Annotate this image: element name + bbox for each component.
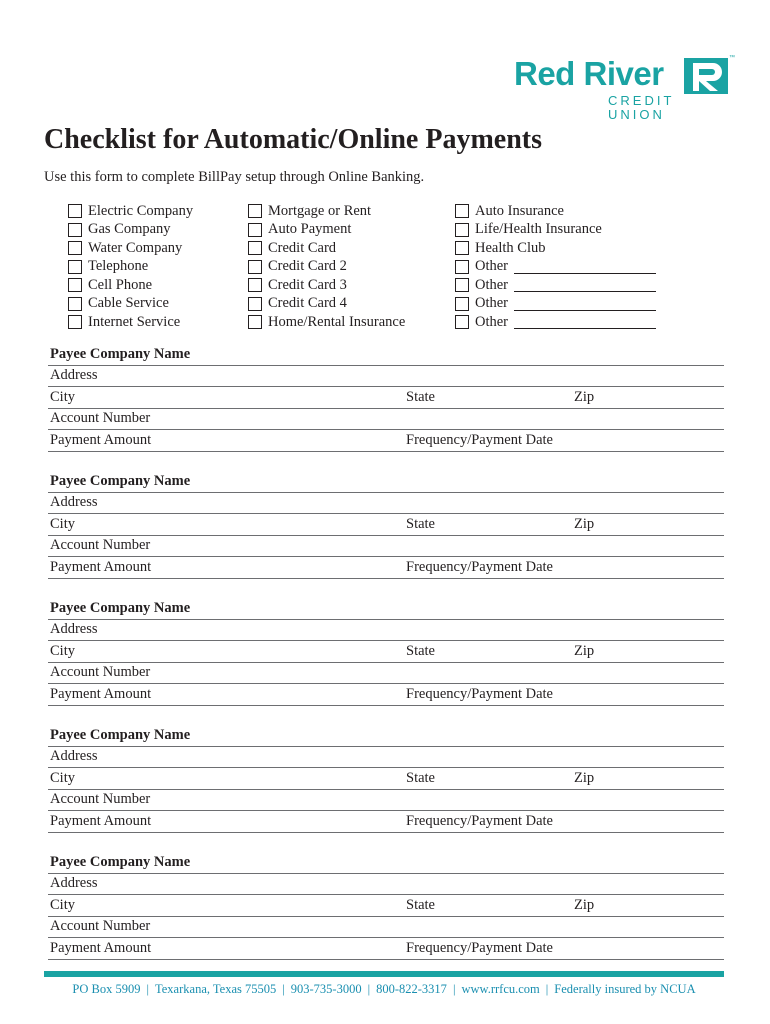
checklist-item-label: Life/Health Insurance xyxy=(475,221,602,238)
footer-city: Texarkana, Texas 75505 xyxy=(155,982,277,996)
checklist-item-label: Water Company xyxy=(88,239,183,256)
city-label: City xyxy=(50,515,75,532)
frequency-payment-date-label: Frequency/Payment Date xyxy=(406,558,553,575)
checklist-item-label: Health Club xyxy=(475,239,546,256)
other-fill-line[interactable] xyxy=(514,297,656,311)
checklist-item xyxy=(248,221,405,240)
account-number-label: Account Number xyxy=(50,537,151,553)
checklist-item-label: Credit Card xyxy=(268,239,337,256)
payee-field-row[interactable] xyxy=(48,492,724,515)
payee-field-row[interactable] xyxy=(48,513,724,536)
city-label: City xyxy=(50,769,75,786)
checklist-item xyxy=(248,202,405,221)
state-label: State xyxy=(406,515,435,532)
payee-field-row[interactable] xyxy=(48,556,724,579)
footer-po-box: PO Box 5909 xyxy=(72,982,141,996)
checkbox[interactable] xyxy=(248,260,262,274)
payment-amount-label: Payment Amount xyxy=(50,939,152,956)
state-label: State xyxy=(406,896,435,913)
footer-divider xyxy=(44,971,724,977)
frequency-payment-date-label: Frequency/Payment Date xyxy=(406,812,553,829)
credit-union-logo xyxy=(510,52,735,122)
checklist-item xyxy=(248,239,405,258)
checklist-column-2 xyxy=(248,202,405,332)
address-label: Address xyxy=(50,875,98,891)
footer-separator: | xyxy=(452,982,456,996)
address-label: Address xyxy=(50,494,98,510)
checklist-item xyxy=(68,276,193,295)
logo-wordmark: Red River xyxy=(514,55,664,92)
payee-block xyxy=(48,343,724,451)
checkbox[interactable] xyxy=(68,204,82,218)
checkbox[interactable] xyxy=(455,315,469,329)
checklist-item xyxy=(455,221,656,240)
zip-label: Zip xyxy=(574,515,595,532)
payee-field-row[interactable] xyxy=(48,470,724,493)
footer-separator: | xyxy=(545,982,549,996)
state-label: State xyxy=(406,388,435,405)
payment-amount-label: Payment Amount xyxy=(50,558,152,575)
payee-field-row[interactable] xyxy=(48,937,724,960)
address-label: Address xyxy=(50,621,98,637)
payee-company-name-label: Payee Company Name xyxy=(50,726,191,743)
city-label: City xyxy=(50,388,75,405)
payee-field-row[interactable] xyxy=(48,746,724,769)
checklist-item xyxy=(248,295,405,314)
checklist-item-label: Electric Company xyxy=(88,202,194,219)
payee-field-row[interactable] xyxy=(48,640,724,663)
payee-field-row[interactable] xyxy=(48,724,724,747)
checklist-item xyxy=(248,276,405,295)
logo-tagline: CREDIT UNION xyxy=(608,93,675,122)
payee-field-row[interactable] xyxy=(48,597,724,620)
payee-field-row[interactable] xyxy=(48,429,724,452)
address-label: Address xyxy=(50,367,98,383)
checkbox[interactable] xyxy=(68,278,82,292)
checkbox[interactable] xyxy=(68,223,82,237)
footer-insured: Federally insured by NCUA xyxy=(554,982,696,996)
checkbox[interactable] xyxy=(455,278,469,292)
checklist-item xyxy=(455,276,656,295)
frequency-payment-date-label: Frequency/Payment Date xyxy=(406,685,553,702)
address-label: Address xyxy=(50,748,98,764)
account-number-label: Account Number xyxy=(50,410,151,426)
checklist-item-label: Other xyxy=(475,295,509,312)
state-label: State xyxy=(406,642,435,659)
payee-field-row[interactable] xyxy=(48,851,724,874)
checklist-item xyxy=(248,258,405,277)
page-title: Checklist for Automatic/Online Payments xyxy=(44,124,543,155)
payee-block xyxy=(48,724,724,832)
other-fill-line[interactable] xyxy=(514,315,656,329)
checkbox[interactable] xyxy=(68,315,82,329)
checkbox[interactable] xyxy=(455,260,469,274)
payee-field-row[interactable] xyxy=(48,810,724,833)
checkbox[interactable] xyxy=(68,260,82,274)
page-subtitle: Use this form to complete BillPay setup through Online Banking. xyxy=(44,169,425,185)
payee-block xyxy=(48,851,724,959)
checkbox[interactable] xyxy=(248,241,262,255)
checkbox[interactable] xyxy=(248,278,262,292)
checklist-item-label: Auto Payment xyxy=(268,221,352,238)
zip-label: Zip xyxy=(574,642,595,659)
footer-contact xyxy=(44,980,724,998)
checklist-item-label: Credit Card 4 xyxy=(268,295,347,312)
frequency-payment-date-label: Frequency/Payment Date xyxy=(406,939,553,956)
checklist-item-label: Other xyxy=(475,258,509,275)
frequency-payment-date-label: Frequency/Payment Date xyxy=(406,431,553,448)
payee-company-name-label: Payee Company Name xyxy=(50,472,191,489)
checklist-item xyxy=(455,239,656,258)
checklist-item-label: Other xyxy=(475,276,509,293)
payee-field-row[interactable] xyxy=(48,662,724,685)
checkbox[interactable] xyxy=(248,315,262,329)
other-fill-line[interactable] xyxy=(514,278,656,292)
checklist-item-label: Cable Service xyxy=(88,295,169,312)
checklist-item-label: Telephone xyxy=(88,258,149,275)
checkbox[interactable] xyxy=(248,297,262,311)
checklist-item-label: Mortgage or Rent xyxy=(268,202,372,219)
footer-separator: | xyxy=(282,982,285,996)
payee-field-row[interactable] xyxy=(48,343,724,366)
checklist-item-label: Cell Phone xyxy=(88,276,153,293)
checklist-item xyxy=(455,295,656,314)
checkbox[interactable] xyxy=(455,204,469,218)
footer-separator: | xyxy=(146,982,149,996)
zip-label: Zip xyxy=(574,388,595,405)
payment-amount-label: Payment Amount xyxy=(50,812,152,829)
payee-field-row[interactable] xyxy=(48,619,724,642)
footer-website-link[interactable]: www.rrfcu.com xyxy=(461,982,540,996)
state-label: State xyxy=(406,769,435,786)
account-number-label: Account Number xyxy=(50,918,151,934)
checklist-item-label: Other xyxy=(475,313,509,330)
checklist-item xyxy=(68,221,193,240)
payee-company-name-label: Payee Company Name xyxy=(50,345,191,362)
payee-block xyxy=(48,470,724,578)
payee-company-name-label: Payee Company Name xyxy=(50,853,191,870)
zip-label: Zip xyxy=(574,896,595,913)
checklist-column-3 xyxy=(455,202,656,332)
payee-field-row[interactable] xyxy=(48,789,724,812)
checkbox[interactable] xyxy=(455,223,469,237)
payee-block xyxy=(48,597,724,705)
checklist-item-label: Auto Insurance xyxy=(475,202,564,219)
payee-field-row[interactable] xyxy=(48,386,724,409)
payee-field-row[interactable] xyxy=(48,365,724,388)
checklist-item-label: Gas Company xyxy=(88,221,171,238)
checklist-item xyxy=(455,313,656,332)
checklist-item xyxy=(68,313,193,332)
payment-amount-label: Payment Amount xyxy=(50,431,152,448)
footer-separator: | xyxy=(367,982,371,996)
checklist-item-label: Home/Rental Insurance xyxy=(268,313,406,330)
payee-company-name-label: Payee Company Name xyxy=(50,599,191,616)
zip-label: Zip xyxy=(574,769,595,786)
payee-field-row[interactable] xyxy=(48,767,724,790)
footer-phone-1: 903-735-3000 xyxy=(290,982,362,996)
city-label: City xyxy=(50,642,75,659)
checkbox[interactable] xyxy=(455,241,469,255)
account-number-label: Account Number xyxy=(50,664,151,680)
checklist-item-label: Internet Service xyxy=(88,313,181,330)
other-fill-line[interactable] xyxy=(514,260,656,274)
checklist-item xyxy=(68,295,193,314)
account-number-label: Account Number xyxy=(50,791,151,807)
payee-field-row[interactable] xyxy=(48,408,724,431)
payee-field-row[interactable] xyxy=(48,535,724,558)
city-label: City xyxy=(50,896,75,913)
checklist-item-label: Credit Card 2 xyxy=(268,258,347,275)
checkbox[interactable] xyxy=(68,297,82,311)
payee-field-row[interactable] xyxy=(48,894,724,917)
payment-amount-label: Payment Amount xyxy=(50,685,152,702)
checkbox[interactable] xyxy=(455,297,469,311)
checklist-item xyxy=(248,313,405,332)
checklist-item xyxy=(455,202,656,221)
checklist-item xyxy=(68,258,193,277)
payee-field-row[interactable] xyxy=(48,916,724,939)
footer-phone-2: 800-822-3317 xyxy=(376,982,447,996)
checklist-item-label: Credit Card 3 xyxy=(268,276,347,293)
checkbox[interactable] xyxy=(68,241,82,255)
checklist-item xyxy=(68,202,193,221)
checkbox[interactable] xyxy=(248,204,262,218)
logo-trademark: ™ xyxy=(729,55,735,61)
checklist-item xyxy=(455,258,656,277)
checklist-column-1 xyxy=(68,202,193,332)
checklist-item xyxy=(68,239,193,258)
payee-field-row[interactable] xyxy=(48,873,724,896)
logo-r-mark-icon xyxy=(684,58,728,94)
payee-field-row[interactable] xyxy=(48,683,724,706)
checkbox[interactable] xyxy=(248,223,262,237)
